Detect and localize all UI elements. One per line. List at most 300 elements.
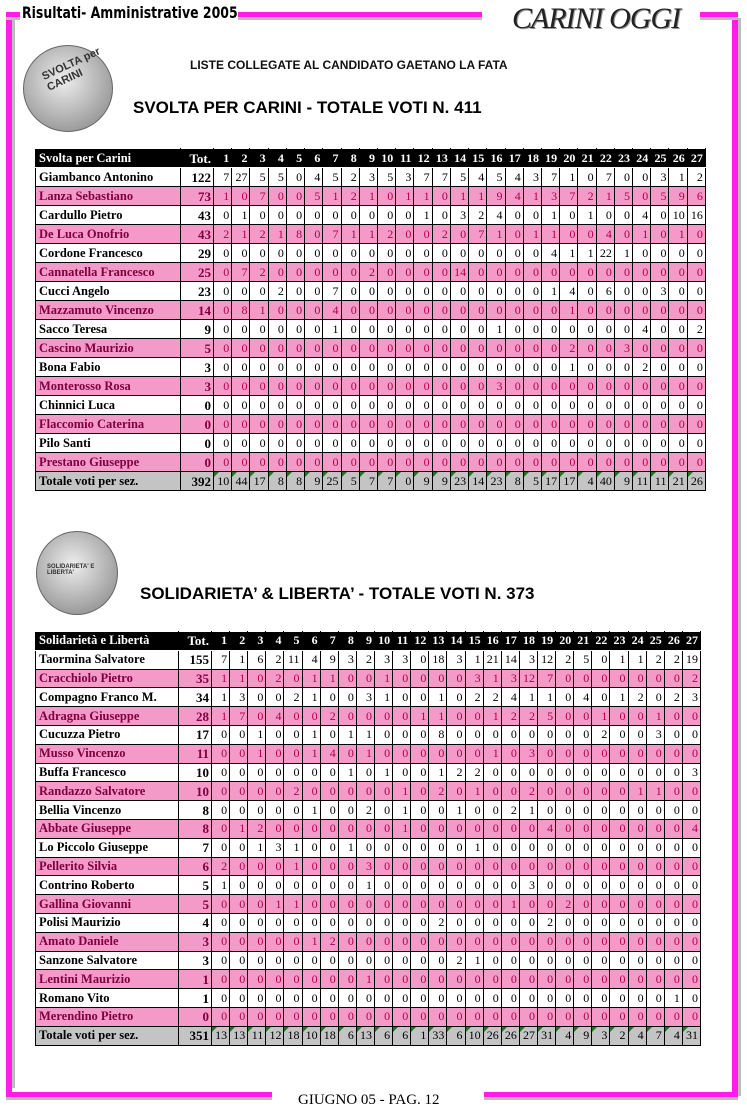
candidate-name: Flaccomio Caterina (36, 415, 181, 434)
candidate-name: Cardullo Pietro (36, 206, 181, 225)
candidate-total: 5 (179, 876, 212, 895)
section-votes: 0 (447, 895, 465, 914)
section-votes: 0 (487, 358, 505, 377)
section-votes: 0 (450, 358, 468, 377)
section-votes: 0 (628, 819, 646, 838)
section-votes: 1 (284, 895, 302, 914)
table-row (36, 206, 706, 225)
section-votes: 0 (596, 434, 614, 453)
section-votes: 0 (377, 206, 395, 225)
column-header-section: 23 (614, 149, 632, 168)
section-votes: 0 (610, 744, 628, 763)
section-votes: 4 (266, 707, 284, 726)
section-votes: 0 (483, 838, 501, 857)
section-votes: 0 (487, 282, 505, 301)
section-votes: 0 (664, 669, 682, 688)
section-votes: 5 (574, 650, 592, 669)
section-votes: 0 (447, 688, 465, 707)
section-votes: 0 (359, 396, 377, 415)
section-votes: 0 (501, 932, 519, 951)
section-votes: 0 (664, 801, 682, 820)
column-header-section: 13 (429, 632, 447, 651)
section-votes: 9 (669, 187, 687, 206)
section-votes: 0 (286, 377, 304, 396)
section-votes: 1 (537, 688, 555, 707)
candidate-name: Musso Vincenzo (36, 744, 179, 763)
section-votes: 0 (556, 1007, 574, 1026)
section-votes: 0 (574, 819, 592, 838)
section-votes: 0 (687, 453, 705, 472)
section-votes: 1 (302, 801, 320, 820)
section-total: 4 (578, 472, 596, 491)
section-votes: 0 (574, 970, 592, 989)
section-votes: 0 (396, 434, 414, 453)
section-votes: 0 (592, 989, 610, 1008)
section-votes: 0 (214, 301, 232, 320)
section-votes: 0 (664, 819, 682, 838)
section-total: 17 (250, 472, 268, 491)
section-votes: 0 (519, 819, 537, 838)
section-votes: 1 (628, 782, 646, 801)
section-votes: 0 (541, 358, 559, 377)
section-votes: 0 (212, 932, 230, 951)
section-votes: 0 (651, 434, 669, 453)
section-votes: 0 (664, 782, 682, 801)
candidate-name: Cucci Angelo (36, 282, 181, 301)
section-votes: 2 (248, 819, 266, 838)
section-total: 14 (469, 472, 487, 491)
section-votes: 0 (429, 819, 447, 838)
section-votes: 0 (505, 434, 523, 453)
section-votes: 0 (268, 339, 286, 358)
section-votes: 0 (483, 1007, 501, 1026)
section-votes: 0 (505, 377, 523, 396)
section-total: 26 (501, 1026, 519, 1045)
section-votes: 9 (487, 187, 505, 206)
section-votes: 0 (268, 187, 286, 206)
column-header-section: 20 (560, 149, 578, 168)
section-votes: 0 (341, 358, 359, 377)
section-total: 6 (393, 1026, 411, 1045)
section-votes: 0 (560, 320, 578, 339)
section-votes: 0 (248, 932, 266, 951)
section-votes: 1 (560, 358, 578, 377)
section-votes: 1 (465, 650, 483, 669)
section-votes: 1 (578, 206, 596, 225)
section-votes: 0 (374, 895, 392, 914)
section-votes: 0 (266, 819, 284, 838)
section-votes: 0 (212, 838, 230, 857)
section-votes: 0 (393, 725, 411, 744)
candidate-total: 7 (179, 838, 212, 857)
section-votes: 1 (212, 707, 230, 726)
section-votes: 0 (633, 415, 651, 434)
section-votes: 0 (341, 415, 359, 434)
section-votes: 0 (651, 396, 669, 415)
section-votes: 0 (414, 453, 432, 472)
section-votes: 0 (393, 744, 411, 763)
section-votes: 0 (560, 415, 578, 434)
section-votes: 0 (286, 244, 304, 263)
section-votes: 0 (377, 377, 395, 396)
section-votes: 0 (377, 434, 395, 453)
section-total: 10 (302, 1026, 320, 1045)
section-votes: 2 (501, 707, 519, 726)
section-votes: 0 (305, 358, 323, 377)
section-total: 26 (483, 1026, 501, 1045)
column-header-section: 21 (574, 632, 592, 651)
section-votes: 2 (465, 688, 483, 707)
table-row (36, 187, 706, 206)
section-votes: 4 (305, 168, 323, 187)
section-votes: 0 (284, 707, 302, 726)
section-votes: 0 (248, 782, 266, 801)
section-votes: 0 (323, 377, 341, 396)
section-votes: 2 (556, 650, 574, 669)
section-votes: 0 (596, 263, 614, 282)
section-votes: 0 (614, 453, 632, 472)
section-votes: 0 (338, 1007, 356, 1026)
section-votes: 0 (610, 1007, 628, 1026)
section-votes: 1 (596, 187, 614, 206)
section-votes: 0 (432, 320, 450, 339)
section-votes: 0 (305, 225, 323, 244)
section-votes: 0 (411, 876, 429, 895)
section-votes: 0 (646, 951, 664, 970)
section-votes: 0 (578, 301, 596, 320)
page-frame-shadow (12, 18, 15, 1088)
section-votes: 1 (230, 669, 248, 688)
column-header-section: 20 (556, 632, 574, 651)
section-votes: 0 (230, 782, 248, 801)
section-votes: 0 (501, 857, 519, 876)
column-header-section: 7 (323, 149, 341, 168)
section-votes: 0 (556, 819, 574, 838)
section-votes: 0 (541, 453, 559, 472)
section-votes: 0 (505, 244, 523, 263)
column-header-section: 6 (302, 632, 320, 651)
section-votes: 1 (465, 951, 483, 970)
section-total: 9 (305, 472, 323, 491)
column-header-section: 5 (284, 632, 302, 651)
section-votes: 0 (323, 453, 341, 472)
section-votes: 0 (541, 434, 559, 453)
section-votes: 0 (305, 434, 323, 453)
column-header-section: 2 (230, 632, 248, 651)
section-votes: 0 (682, 951, 700, 970)
section-votes: 0 (338, 989, 356, 1008)
section-votes: 3 (519, 744, 537, 763)
section-votes: 0 (212, 989, 230, 1008)
section-votes: 0 (465, 801, 483, 820)
section-votes: 0 (356, 895, 374, 914)
table-row (36, 876, 701, 895)
candidate-total: 34 (179, 688, 212, 707)
section-votes: 2 (359, 263, 377, 282)
section-votes: 0 (429, 876, 447, 895)
section-total: 18 (284, 1026, 302, 1045)
section-votes: 0 (432, 206, 450, 225)
section-votes: 0 (646, 989, 664, 1008)
section-votes: 0 (248, 669, 266, 688)
section-votes: 0 (646, 744, 664, 763)
section-votes: 0 (541, 320, 559, 339)
section-votes: 0 (396, 244, 414, 263)
section-votes: 0 (396, 263, 414, 282)
section-votes: 0 (338, 744, 356, 763)
section-votes: 0 (356, 669, 374, 688)
section-votes: 2 (429, 913, 447, 932)
section-votes: 0 (664, 744, 682, 763)
section-votes: 0 (356, 913, 374, 932)
table-row (36, 669, 701, 688)
section-votes: 0 (286, 339, 304, 358)
section-votes: 0 (628, 876, 646, 895)
section-votes: 0 (628, 970, 646, 989)
section-votes: 0 (286, 263, 304, 282)
section-votes: 10 (669, 206, 687, 225)
section-total: 10 (465, 1026, 483, 1045)
section-votes: 4 (541, 244, 559, 263)
section-total: 4 (628, 1026, 646, 1045)
section-votes: 0 (487, 263, 505, 282)
section-votes: 0 (578, 377, 596, 396)
section-votes: 0 (230, 838, 248, 857)
section-total: 17 (560, 472, 578, 491)
section-votes: 0 (323, 206, 341, 225)
section-votes: 0 (232, 415, 250, 434)
section-votes: 0 (393, 763, 411, 782)
subtitle: LISTE COLLEGATE AL CANDIDATO GAETANO LA FATA (190, 58, 508, 72)
section-votes: 3 (374, 650, 392, 669)
section-votes: 0 (651, 453, 669, 472)
candidate-total: 8 (179, 819, 212, 838)
section-votes: 0 (614, 377, 632, 396)
table-total-row (36, 472, 706, 491)
page-frame-shadow-right (738, 18, 741, 1096)
section-votes: 0 (664, 913, 682, 932)
section-votes: 0 (396, 358, 414, 377)
candidate-name: Cracchiolo Pietro (36, 669, 179, 688)
section-total: 13 (212, 1026, 230, 1045)
section-votes: 0 (284, 819, 302, 838)
section-votes: 0 (377, 244, 395, 263)
section-votes: 3 (338, 650, 356, 669)
table-row (36, 819, 701, 838)
section-votes: 0 (284, 669, 302, 688)
section-votes: 0 (266, 932, 284, 951)
section-votes: 0 (338, 932, 356, 951)
section-votes: 1 (414, 206, 432, 225)
section-votes: 0 (414, 225, 432, 244)
section-total: 5 (523, 472, 541, 491)
section-votes: 0 (429, 838, 447, 857)
section-votes: 0 (359, 244, 377, 263)
section-votes: 0 (646, 801, 664, 820)
section-votes: 0 (214, 206, 232, 225)
column-header-section: 9 (356, 632, 374, 651)
section-votes: 0 (560, 434, 578, 453)
section-votes: 0 (341, 320, 359, 339)
section-votes: 0 (268, 453, 286, 472)
table-row (36, 650, 701, 669)
section-votes: 0 (610, 913, 628, 932)
section-votes: 19 (682, 650, 700, 669)
list-title: SOLIDARIETA’ & LIBERTA’ - TOTALE VOTI N. 373 (140, 584, 535, 603)
section-votes: 1 (302, 669, 320, 688)
section-votes: 2 (250, 263, 268, 282)
section-votes: 0 (610, 801, 628, 820)
section-votes: 0 (250, 434, 268, 453)
section-votes: 0 (610, 876, 628, 895)
section-votes: 0 (323, 396, 341, 415)
candidate-total: 3 (179, 932, 212, 951)
section-votes: 0 (669, 415, 687, 434)
section-votes: 1 (232, 225, 250, 244)
section-votes: 0 (578, 339, 596, 358)
section-votes: 7 (560, 187, 578, 206)
section-votes: 0 (592, 688, 610, 707)
section-votes: 0 (450, 377, 468, 396)
section-votes: 0 (578, 396, 596, 415)
section-votes: 0 (523, 453, 541, 472)
section-votes: 0 (230, 989, 248, 1008)
section-votes: 0 (523, 434, 541, 453)
section-votes: 0 (465, 725, 483, 744)
section-votes: 0 (284, 876, 302, 895)
section-votes: 0 (560, 225, 578, 244)
section-votes: 0 (302, 707, 320, 726)
section-votes: 0 (523, 320, 541, 339)
section-votes: 0 (465, 819, 483, 838)
section-votes: 0 (284, 913, 302, 932)
section-votes: 0 (286, 301, 304, 320)
section-votes: 0 (214, 320, 232, 339)
section-votes: 0 (519, 932, 537, 951)
section-votes: 1 (248, 838, 266, 857)
section-votes: 0 (320, 1007, 338, 1026)
section-votes: 7 (432, 168, 450, 187)
candidate-name: Buffa Francesco (36, 763, 179, 782)
candidate-name: Pilo Santi (36, 434, 181, 453)
section-votes: 0 (214, 244, 232, 263)
section-votes: 1 (414, 187, 432, 206)
section-votes: 0 (323, 244, 341, 263)
section-votes: 0 (305, 244, 323, 263)
section-votes: 0 (614, 282, 632, 301)
section-votes: 0 (302, 1007, 320, 1026)
section-votes: 0 (414, 339, 432, 358)
section-votes: 8 (429, 725, 447, 744)
section-votes: 1 (302, 725, 320, 744)
section-votes: 0 (501, 876, 519, 895)
table-row (36, 857, 701, 876)
column-header-section: 16 (487, 149, 505, 168)
section-votes: 0 (411, 819, 429, 838)
section-votes: 0 (432, 453, 450, 472)
candidate-name: Lanza Sebastiano (36, 187, 181, 206)
section-votes: 0 (687, 415, 705, 434)
section-votes: 0 (411, 744, 429, 763)
section-votes: 1 (356, 725, 374, 744)
section-votes: 0 (560, 453, 578, 472)
candidate-total: 17 (179, 725, 212, 744)
section-votes: 0 (664, 876, 682, 895)
section-votes: 1 (429, 707, 447, 726)
section-votes: 0 (574, 876, 592, 895)
section-votes: 0 (465, 744, 483, 763)
section-votes: 2 (356, 801, 374, 820)
section-votes: 0 (414, 320, 432, 339)
candidate-name: Polisi Maurizio (36, 913, 179, 932)
section-votes: 0 (556, 801, 574, 820)
section-votes: 3 (393, 650, 411, 669)
section-votes: 0 (411, 913, 429, 932)
section-votes: 0 (359, 377, 377, 396)
section-votes: 0 (646, 932, 664, 951)
column-header-section: 1 (212, 632, 230, 651)
section-votes: 0 (628, 1007, 646, 1026)
section-votes: 0 (356, 763, 374, 782)
section-votes: 0 (248, 707, 266, 726)
section-votes: 0 (669, 358, 687, 377)
section-votes: 0 (305, 396, 323, 415)
section-votes: 0 (447, 725, 465, 744)
section-total: 7 (377, 472, 395, 491)
section-votes: 0 (266, 913, 284, 932)
section-votes: 0 (268, 263, 286, 282)
section-votes: 0 (541, 396, 559, 415)
section-votes: 0 (284, 1007, 302, 1026)
section-votes: 2 (537, 913, 555, 932)
section-votes: 2 (212, 857, 230, 876)
section-votes: 0 (284, 744, 302, 763)
section-votes: 0 (450, 396, 468, 415)
section-votes: 0 (230, 932, 248, 951)
section-votes: 0 (232, 396, 250, 415)
candidate-name: Cordone Francesco (36, 244, 181, 263)
section-votes: 3 (651, 282, 669, 301)
column-header-section: 11 (393, 632, 411, 651)
section-votes: 4 (501, 688, 519, 707)
section-votes: 0 (610, 782, 628, 801)
section-votes: 0 (469, 339, 487, 358)
section-votes: 2 (469, 206, 487, 225)
section-votes: 1 (302, 688, 320, 707)
section-votes: 1 (487, 320, 505, 339)
section-votes: 0 (537, 932, 555, 951)
section-votes: 0 (212, 725, 230, 744)
section-votes: 1 (268, 225, 286, 244)
column-header-section: 24 (633, 149, 651, 168)
section-votes: 0 (469, 301, 487, 320)
section-votes: 3 (614, 339, 632, 358)
section-votes: 0 (323, 263, 341, 282)
section-votes: 0 (393, 970, 411, 989)
section-votes: 0 (305, 263, 323, 282)
section-votes: 0 (651, 320, 669, 339)
section-votes: 0 (356, 819, 374, 838)
section-total: 6 (338, 1026, 356, 1045)
section-votes: 0 (682, 989, 700, 1008)
section-votes: 0 (374, 819, 392, 838)
section-votes: 0 (501, 913, 519, 932)
section-votes: 0 (556, 688, 574, 707)
solidarieta-liberta-logo (36, 531, 118, 615)
section-votes: 0 (212, 819, 230, 838)
section-votes: 0 (338, 669, 356, 688)
table-row (36, 244, 706, 263)
